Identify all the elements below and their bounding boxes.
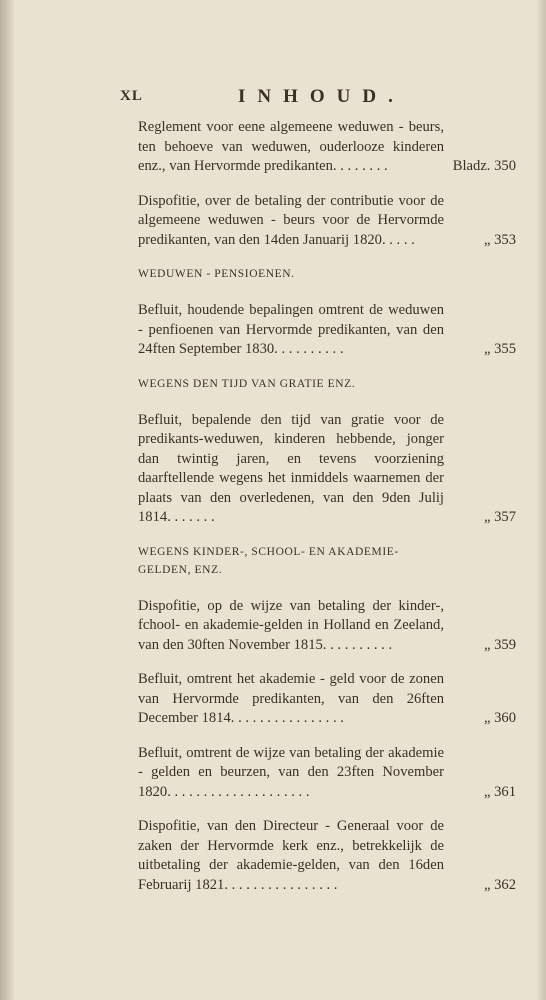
toc-entry <box>138 118 516 177</box>
toc-entry-page: „ 361 <box>483 783 516 800</box>
toc-entry-text: Befluit, houdende bepalingen omtrent de weduwen - penfioenen van Hervormde predikanten, van den 24ften September 1830. . . . . . . . . . <box>138 302 444 357</box>
toc-entry-text: Dispofitie, van den Directeur - Generaal voor de zaken der Hervormde kerk enz., betrekkelijk de uitbetaling der akademie-gelden, van den 16den Februarij 1821. . . . . . . . . . . . . . . . <box>138 818 444 893</box>
toc-entry <box>138 670 516 729</box>
toc-entry <box>138 744 516 803</box>
toc-entry <box>138 411 516 528</box>
toc-entry <box>138 192 516 251</box>
running-title: INHOUD. <box>238 86 405 107</box>
folio-number: XL <box>120 88 143 104</box>
toc-entry-text: Befluit, omtrent het akademie - geld voor de zonen van Hervormde predikanten, van den 26ften December 1814. . . . . . . . . . . . . . . . <box>138 671 444 726</box>
toc-entry-text: Befluit, bepalende den tijd van gratie voor de predikants-weduwen, kinderen hebbende, jonger dan twintig jaren, en tevens voorziening daarftellende wegens het inmiddels waarnemen der plaats van den overledenen, van den 9den Julij 1814. . . . . . . <box>138 411 444 525</box>
section-heading-gelden: WEGENS KINDER-, SCHOOL- EN AKADEMIE-GELDEN, ENZ. <box>138 545 399 576</box>
section-heading-gratie: WEGENS DEN TIJD VAN GRATIE ENZ. <box>138 377 356 390</box>
toc-entry-text: Dispofitie, over de betaling der contributie voor de algemeene weduwen - beurs voor de Hervormde predikanten, van den 14den Januarij 1820. . . . . <box>138 192 444 248</box>
toc-entry-text: Reglement voor eene algemeene weduwen - beurs, ten behoeve van weduwen, ouderlooze kinderen enz., van Hervormde predikanten. . . . . . . . <box>138 119 444 174</box>
section-heading-weduwen: WEDUWEN - PENSIOENEN. <box>138 268 295 280</box>
toc-entry <box>138 301 516 360</box>
page-gutter-shadow <box>0 0 14 1000</box>
toc-entry-text: Dispofitie, op de wijze van betaling der kinder-, fchool- en akademie-gelden in Holland en Zeeland, van den 30ften November 1815. . . . . . . . . . <box>138 597 444 653</box>
toc-entry-page: „ 360 <box>483 710 516 726</box>
toc-entry <box>138 817 516 895</box>
toc-entry-text: Befluit, omtrent de wijze van betaling der akademie - gelden en beurzen, van den 23ften November 1820. . . . . . . . . . . . . . . . . . . . <box>138 744 444 800</box>
toc-entry-page: „ 357 <box>483 509 516 525</box>
table-of-contents <box>138 118 516 910</box>
toc-entry <box>138 597 516 656</box>
toc-entry-page: Bladz. 350 <box>452 158 516 174</box>
page-edge <box>536 0 546 1000</box>
toc-entry-page: „ 362 <box>483 876 516 893</box>
toc-entry-page: „ 359 <box>483 636 516 653</box>
toc-entry-page: „ 353 <box>483 231 516 248</box>
toc-entry-page: „ 355 <box>483 341 516 357</box>
page-header <box>120 86 410 110</box>
